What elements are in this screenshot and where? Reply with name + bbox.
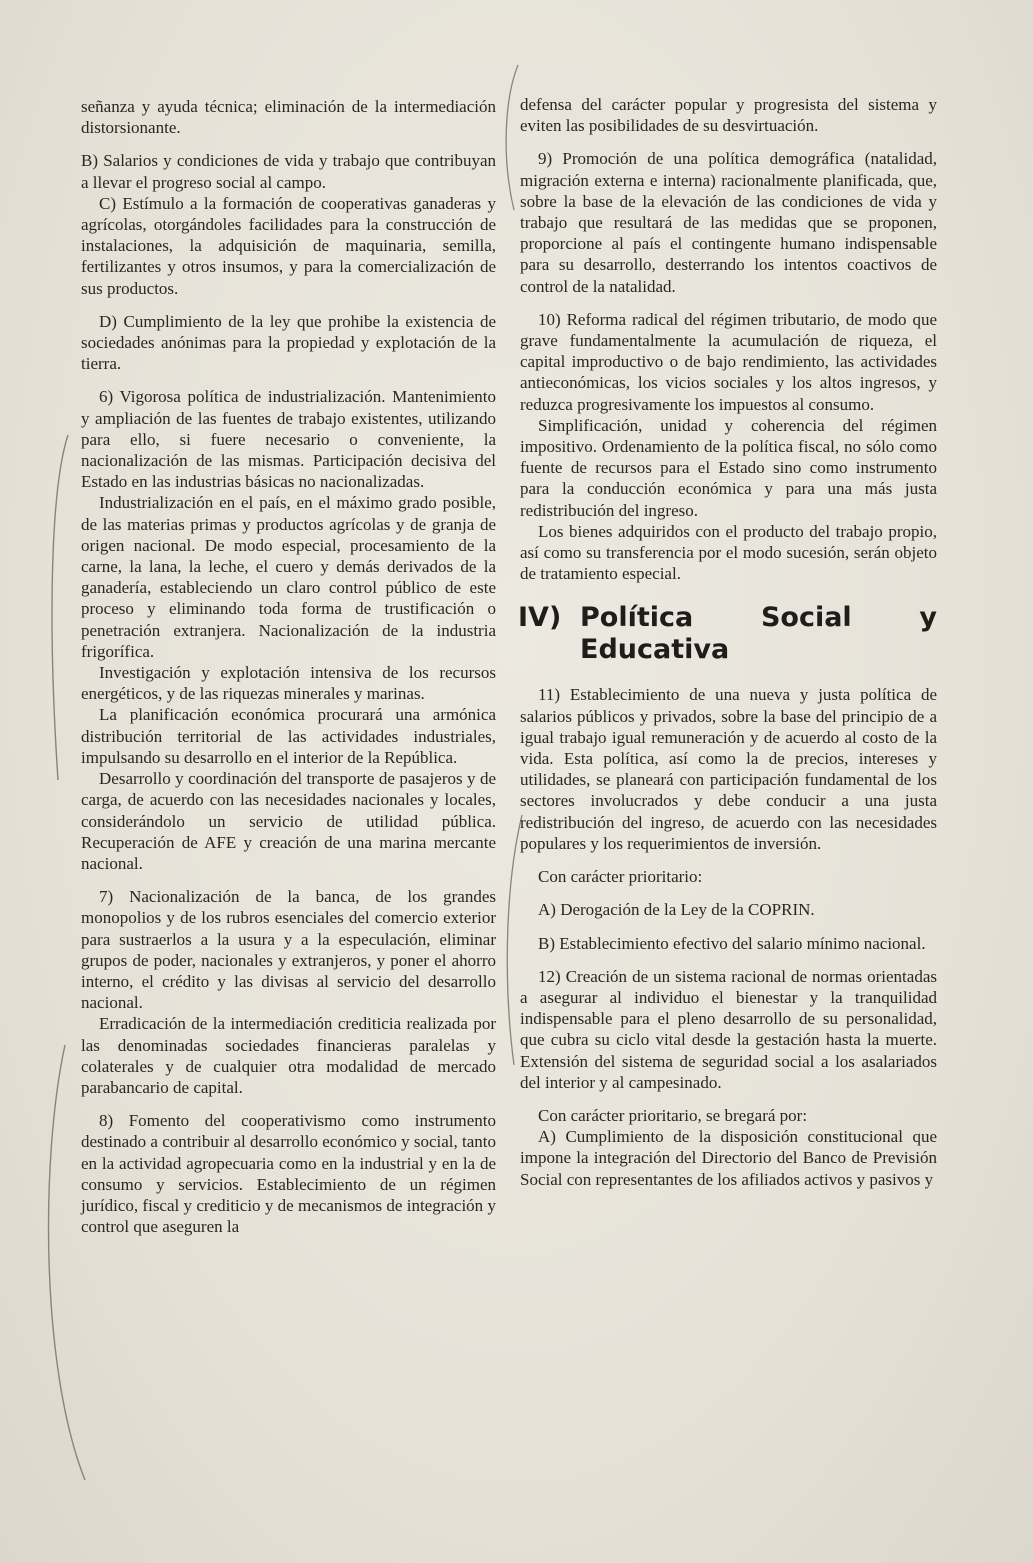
paragraph: 12) Creación de un sistema racional de normas orientadas a asegurar al individuo el bienestar y la tranquilidad indispensable para el pleno desarrollo de su personalidad, que cubra su ciclo vital desde la gestación hasta la muerte. Extensión del sistema de seguridad social a los asalariados del interior y al campesinado. bbox=[520, 966, 937, 1092]
margin-bracket-left bbox=[40, 430, 80, 790]
paragraph: Simplificación, unidad y coherencia del régimen impositivo. Ordenamiento de la política fiscal, no sólo como fuente de recursos para el Estado sino como instrumento para la conducción económica y para una más justa redistribución del ingreso. bbox=[520, 415, 937, 520]
paragraph: Con carácter prioritario: bbox=[538, 867, 703, 887]
paragraph: Investigación y explotación intensiva de los recursos energéticos, y de las riquezas minerales y marinas. bbox=[81, 663, 496, 704]
paragraph: Los bienes adquiridos con el producto del trabajo propio, así como su transferencia por el modo sucesión, serán objeto de tratamiento especial. bbox=[520, 521, 937, 584]
section-number: IV) bbox=[518, 602, 562, 634]
paragraph: 6) Vigorosa política de industrialización. Mantenimiento y ampliación de las fuentes de trabajo existentes, utilizando para ello, si fuere necesario o conveniente, la nacionalización de las mismas. Participación decisiva del Estado en las industrias básicas no nacionalizadas. bbox=[81, 387, 496, 492]
paragraph: La planificación económica procurará una armónica distribución territorial de las actividades industriales, impulsando su desarrollo en el interior de la República. bbox=[81, 705, 496, 767]
paragraph: B) Establecimiento efectivo del salario mínimo nacional. bbox=[538, 933, 926, 953]
paragraph: B) Salarios y condiciones de vida y trabajo que contribuyan a llevar el progreso social al campo. bbox=[81, 151, 496, 192]
paragraph: C) Estímulo a la formación de cooperativas ganaderas y agrícolas, otorgándoles facilidades para la construcción de instalaciones, la adquisición de maquinaria, semilla, fertilizantes y otros insumos, y para la comercialización de sus productos. bbox=[81, 193, 496, 298]
paragraph: 7) Nacionalización de la banca, de los grandes monopolios y de los rubros esenciales del comercio exterior para sustraerlos a la usura y a la especulación, eliminar grupos de poder, nacionales y extranjeros, y poner el ahorro interno, el crédito y las divisas al servicio del desarrollo nacional. bbox=[81, 887, 496, 1013]
section-title: Política Social y Educativa bbox=[580, 602, 937, 666]
paragraph: Industrialización en el país, en el máximo grado posible, de las materias primas y productos agrícolas y de granja de origen nacional. De modo especial, procesamiento de la carne, la lana, la leche, el cuero y demás derivados de la ganadería, estableciendo un claro control público de este proceso y eliminando toda forma de trustificación o penetración extranjera. Nacionalización de la industria frigorífica. bbox=[81, 493, 496, 661]
right-column bbox=[520, 94, 937, 1190]
paragraph: D) Cumplimiento de la ley que prohibe la existencia de sociedades anónimas para la propiedad y explotación de la tierra. bbox=[81, 311, 496, 374]
section-heading bbox=[518, 602, 937, 666]
paragraph: 11) Establecimiento de una nueva y justa política de salarios públicos y privados, sobre la base del principio de a igual trabajo igual remuneración y de acuerdo al costo de la vida. Esta política, así como la de precios, intereses y utilidades, se planeará con participación fundamental de los sectores involucrados y debe conducir a una justa redistribución del ingreso, de acuerdo con las necesidades populares y los requerimientos de inversión. bbox=[520, 685, 937, 853]
paragraph: 10) Reforma radical del régimen tributario, de modo que grave fundamentalmente la acumulación de riqueza, el capital improductivo o de bajo rendimiento, las actividades antieconómicas, los vicios sociales y los altos ingresos, y reduzca progresivamente los impuestos al consumo. bbox=[520, 309, 937, 414]
paragraph: defensa del carácter popular y progresista del sistema y eviten las posibilidades de su desvirtuación. bbox=[520, 95, 937, 136]
paragraph: Desarrollo y coordinación del transporte de pasajeros y de carga, de acuerdo con las necesidades nacionales y locales, considerándolo un servicio de utilidad pública. Recuperación de AFE y creación de una marina mercante nacional. bbox=[81, 769, 496, 873]
paragraph: A) Cumplimiento de la disposición constitucional que impone la integración del Directorio del Banco de Previsión Social con representantes de los afiliados activos y pasivos y bbox=[520, 1127, 937, 1189]
paragraph: 9) Promoción de una política demográfica (natalidad, migración externa e interna) racionalmente planificada, que, sobre la base de la elevación de las condiciones de vida y trabajo que resultará de las medidas que se proponen, proporcione al país el contingente humano indispensable para su desarrollo, desterrando los intentos coactivos de control de la natalidad. bbox=[520, 149, 937, 296]
left-column bbox=[81, 96, 496, 1237]
paragraph: señanza y ayuda técnica; eliminación de la intermediación distorsionante. bbox=[81, 97, 496, 138]
paragraph: Erradicación de la intermediación crediticia realizada por las denominadas sociedades financieras paralelas y colaterales y de cualquier otra modalidad de mercado parabancario de capital. bbox=[81, 1014, 496, 1097]
paragraph: A) Derogación de la Ley de la COPRIN. bbox=[538, 900, 815, 920]
paragraph: 8) Fomento del cooperativismo como instrumento destinado a contribuir al desarrollo económico y social, tanto en la actividad agropecuaria como en la industrial y en la de consumo y servicios. Establecimiento de un régimen jurídico, fiscal y crediticio y de mecanismos de integración y control que aseguren la bbox=[81, 1111, 496, 1237]
paragraph: Con carácter prioritario, se bregará por: bbox=[538, 1105, 808, 1125]
